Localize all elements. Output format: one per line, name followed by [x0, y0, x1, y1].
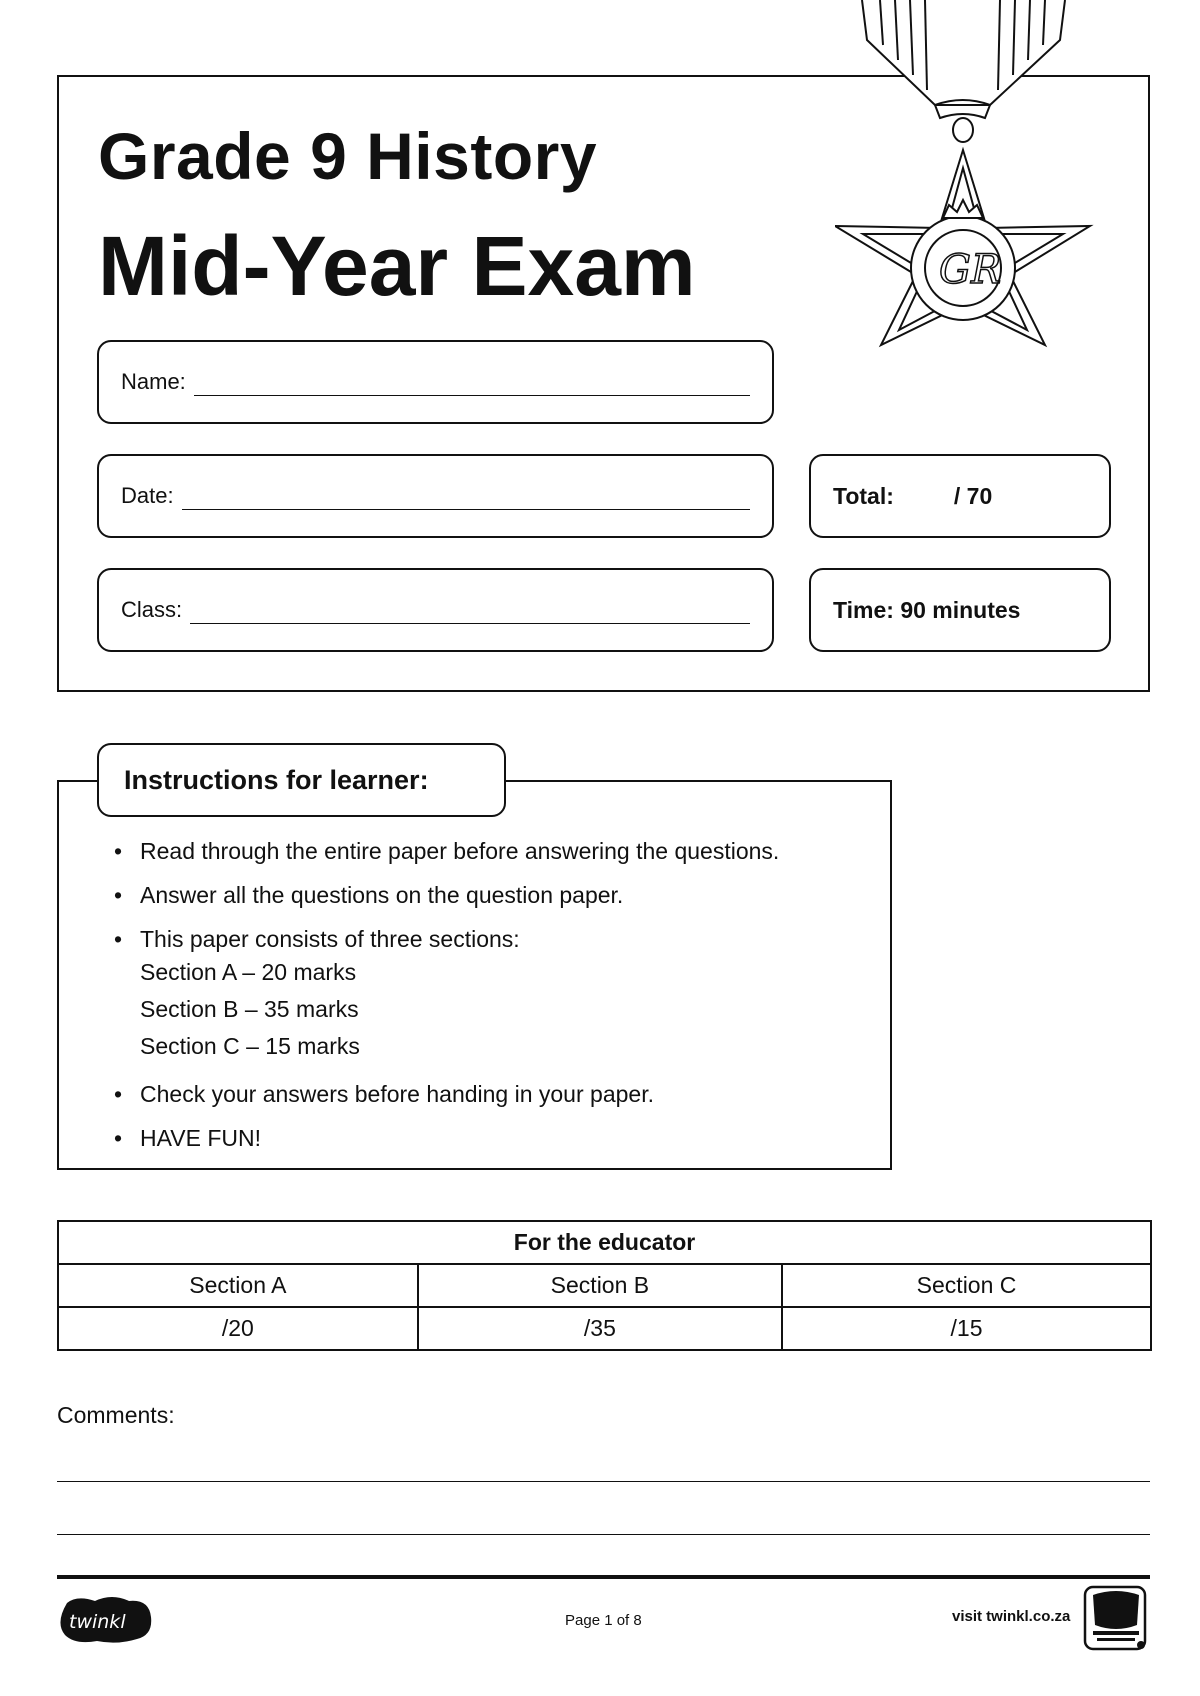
- twinkl-logo-icon: [57, 1595, 153, 1645]
- instruction-item: • HAVE FUN!: [110, 1123, 880, 1153]
- total-box: [809, 454, 1111, 538]
- instruction-item: • Answer all the questions on the question paper.: [110, 880, 880, 910]
- quality-standard-badge-icon: [1083, 1585, 1149, 1653]
- svg-text:GR: GR: [939, 247, 1002, 293]
- educator-table: [57, 1220, 1152, 1351]
- comment-line[interactable]: [57, 1534, 1150, 1535]
- section-a-marks: Section A – 20 marks: [140, 959, 357, 985]
- section-c-header: Section C: [782, 1264, 1151, 1307]
- instructions-list: [110, 836, 880, 1167]
- instructions-heading: Instructions for learner:: [97, 743, 506, 817]
- instruction-item: • Check your answers before handing in your paper.: [110, 1079, 880, 1109]
- title-exam: Mid-Year Exam: [98, 219, 696, 313]
- comment-line[interactable]: [57, 1481, 1150, 1482]
- section-a-header: Section A: [58, 1264, 418, 1307]
- instruction-text: • This paper consists of three sections:: [140, 926, 520, 952]
- class-field[interactable]: [97, 568, 774, 652]
- section-b-marks: Section B – 35 marks: [140, 996, 359, 1022]
- educator-heading: For the educator: [58, 1221, 1151, 1264]
- section-c-marks: Section C – 15 marks: [140, 1033, 360, 1059]
- date-line[interactable]: [182, 483, 750, 510]
- time-label: Time: 90 minutes: [833, 596, 1021, 623]
- name-line[interactable]: [194, 369, 750, 396]
- name-field[interactable]: [97, 340, 774, 424]
- instruction-item: [110, 924, 880, 1065]
- date-field[interactable]: [97, 454, 774, 538]
- visit-link[interactable]: visit twinkl.co.za: [952, 1608, 1071, 1625]
- class-label: Class:: [121, 597, 183, 622]
- section-b-mark[interactable]: /35: [418, 1307, 782, 1350]
- total-label: Total:: [833, 482, 894, 509]
- comments-label: Comments:: [57, 1402, 175, 1428]
- page-number: Page 1 of 8: [565, 1612, 642, 1629]
- instruction-item: • Read through the entire paper before answering the questions.: [110, 836, 880, 866]
- time-box: [809, 568, 1111, 652]
- logo-text: twinkl: [69, 1611, 126, 1633]
- section-c-mark[interactable]: /15: [782, 1307, 1151, 1350]
- title-grade: Grade 9 History: [98, 119, 598, 193]
- name-label: Name:: [121, 369, 186, 394]
- medal-illustration-icon: [835, 0, 1105, 430]
- section-a-mark[interactable]: /20: [58, 1307, 418, 1350]
- section-b-header: Section B: [418, 1264, 782, 1307]
- footer-divider: [57, 1575, 1150, 1579]
- total-value: / 70: [953, 482, 993, 509]
- class-line[interactable]: [190, 597, 750, 624]
- date-label: Date:: [121, 483, 174, 508]
